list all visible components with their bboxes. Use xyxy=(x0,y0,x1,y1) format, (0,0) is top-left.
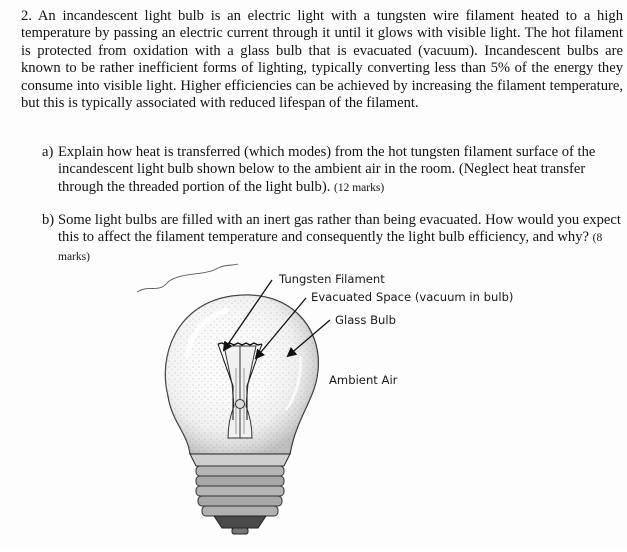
part-b-text: Some light bulbs are filled with an inert gas rather than being evacuated. How would you expect this to affect the filament temperature and consequently the light bulb efficiency, and why? xyxy=(58,212,621,246)
part-b-label: b) xyxy=(42,212,55,228)
part-a-text: Explain how heat is transferred (which modes) from the hot tungsten filament surface of the incandescent light bulb shown below to the ambient air in the room. (Neglect heat transfer through the threaded portion of the light bulb). xyxy=(58,144,596,195)
question-part-a xyxy=(42,144,624,197)
label-evacuated-space: Evacuated Space (vacuum in bulb) xyxy=(311,290,514,304)
part-a-marks: (12 marks) xyxy=(334,181,385,194)
light-bulb-figure xyxy=(0,258,627,547)
label-ambient-air: Ambient Air xyxy=(329,373,398,387)
stray-pencil-mark xyxy=(137,264,238,292)
part-b-marks: (8 marks) xyxy=(58,232,603,263)
part-a-label: a) xyxy=(42,144,54,160)
label-tungsten-filament: Tungsten Filament xyxy=(279,272,385,286)
threaded-base xyxy=(196,466,284,534)
bulb-neck xyxy=(190,454,290,466)
problem-intro: 2. An incandescent light bulb is an electric light with a tungsten wire filament heated to a high temperature by passing an electric current through it until it glows with visible light. The hot filament is protected from oxidation with a glass bulb that is evacuated (vacuum). Incandescent bulbs are known to be rather inefficient forms of lighting, typically converting less than 5% of the energy they consume into visible light. Higher efficiencies can be achieved by increasing the filament temperature, but this is typically associated with reduced lifespan of the filament. xyxy=(21,8,623,112)
label-glass-bulb: Glass Bulb xyxy=(335,313,396,327)
